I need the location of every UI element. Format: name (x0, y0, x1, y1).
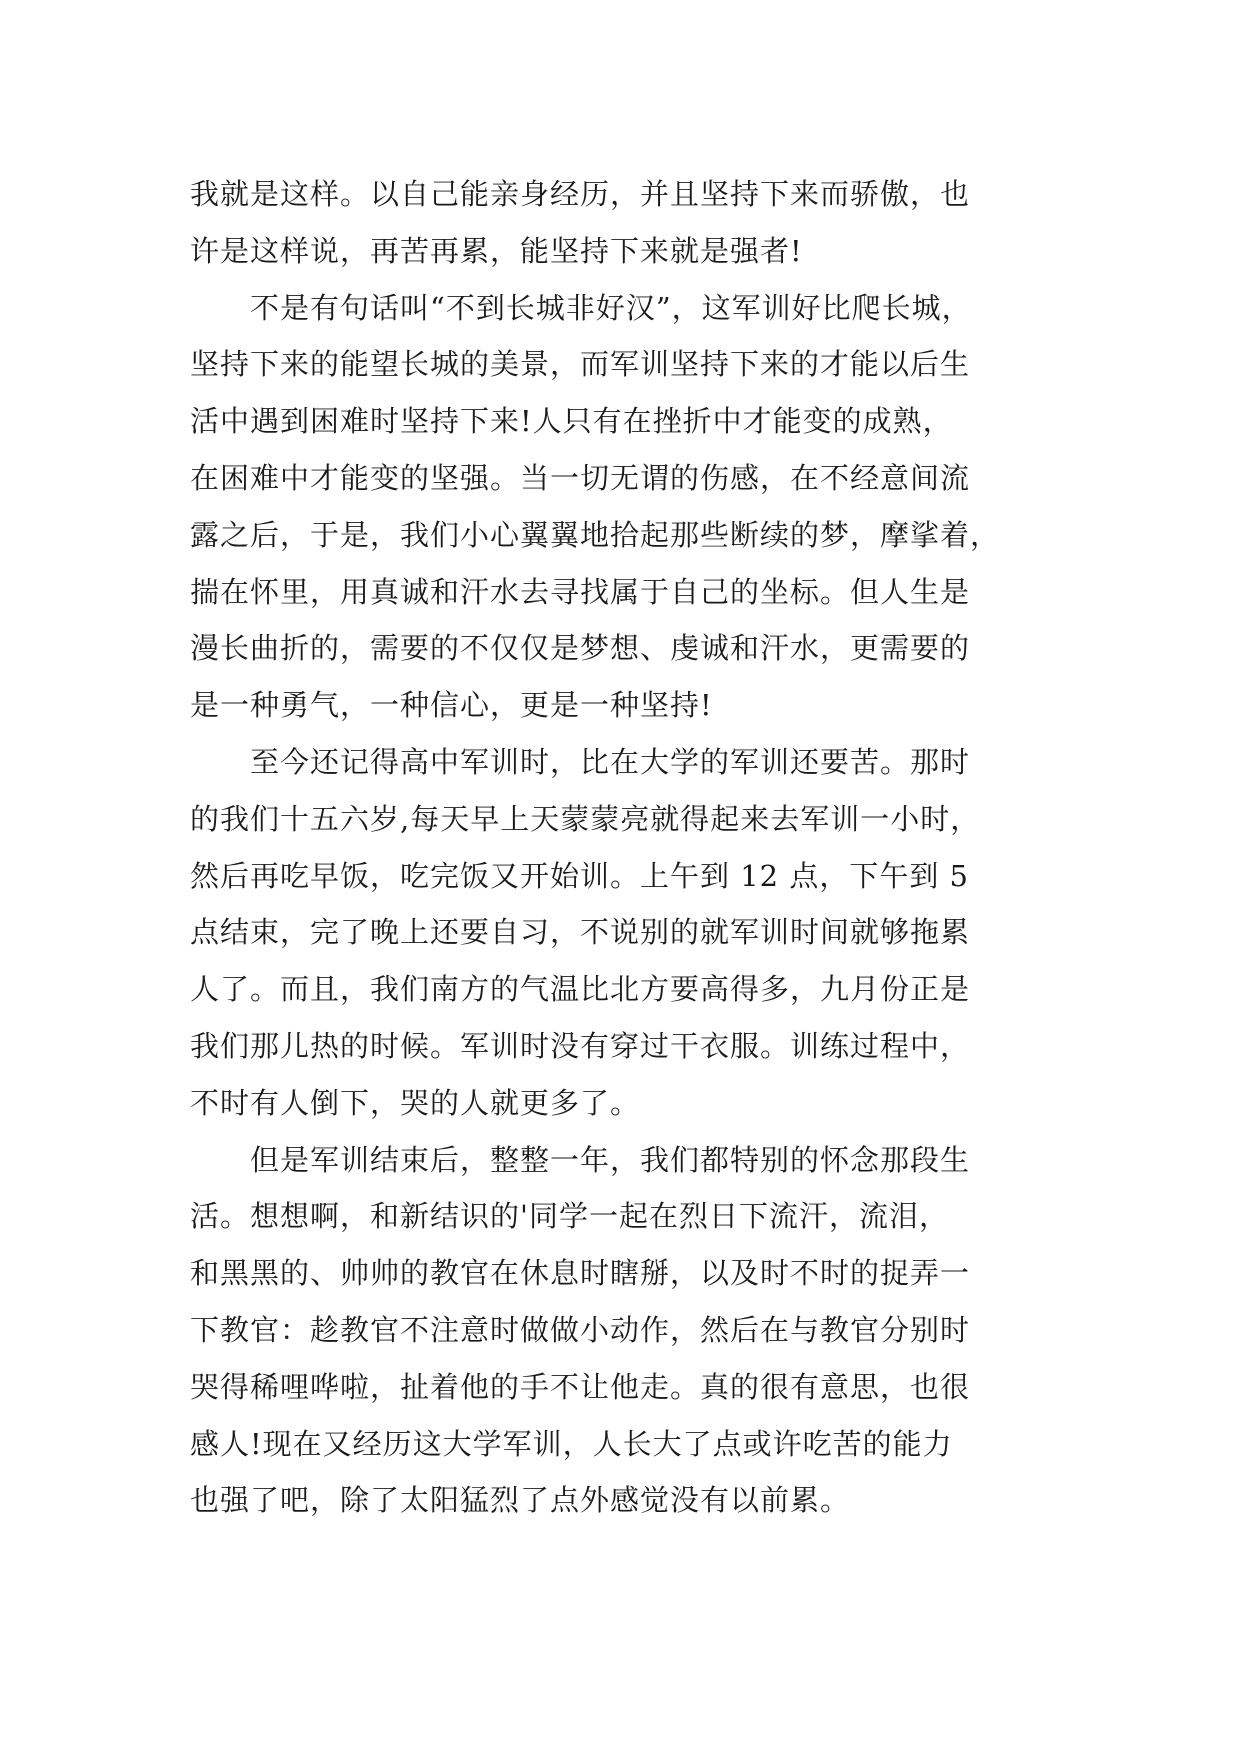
text-line: 人了。而且，我们南方的气温比北方要高得多，九月份正是 (190, 972, 971, 1007)
text-line: 下教官：趁教官不注意时做做小动作，然后在与教官分别时 (190, 1312, 971, 1347)
text-line: 露之后，于是，我们小心翼翼地拾起那些断续的梦，摩挲着， (190, 517, 1001, 552)
paragraph (190, 280, 1090, 734)
paragraph (190, 734, 1090, 1132)
text-line: 漫长曲折的，需要的不仅仅是梦想、虔诚和汗水，更需要的 (190, 631, 971, 666)
text-line: 点结束，完了晚上还要自习，不说别的就军训时间就够拖累 (190, 915, 971, 950)
text-line: 哭得稀哩哗啦，扯着他的手不让他走。真的很有意思，也很 (190, 1369, 971, 1404)
text-line: 是一种勇气，一种信心，更是一种坚持! (190, 688, 713, 723)
text-line: 也强了吧，除了太阳猛烈了点外感觉没有以前累。 (190, 1483, 851, 1518)
text-line: 然后再吃早饭，吃完饭又开始训。上午到 12 点，下午到 5 (190, 858, 970, 893)
text-line: 活中遇到困难时坚持下来!人只有在挫折中才能变的成熟， (190, 404, 953, 439)
text-line: 不时有人倒下，哭的人就更多了。 (190, 1085, 641, 1120)
text-line: 和黑黑的、帅帅的教官在休息时瞎掰，以及时不时的捉弄一 (190, 1256, 971, 1291)
paragraph (190, 1132, 1090, 1530)
text-line: 我们那儿热的时候。军训时没有穿过干衣服。训练过程中， (190, 1028, 971, 1063)
text-line: 在困难中才能变的坚强。当一切无谓的伤感，在不经意间流 (190, 460, 971, 495)
text-line: 坚持下来的能望长城的美景，而军训坚持下来的才能以后生 (190, 347, 971, 382)
document-body (190, 166, 1090, 1529)
text-line: 揣在怀里，用真诚和汗水去寻找属于自己的坐标。但人生是 (190, 574, 971, 609)
text-line: 不是有句话叫“不到长城非好汉”，这军训好比爬长城， (190, 290, 972, 325)
text-line: 许是这样说，再苦再累，能坚持下来就是强者! (190, 233, 803, 268)
text-line: 活。想想啊，和新结识的'同学一起在烈日下流汗，流泪， (190, 1199, 949, 1234)
text-line: 我就是这样。以自己能亲身经历，并且坚持下来而骄傲，也 (190, 177, 971, 211)
text-line: 的我们十五六岁,每天早上天蒙蒙亮就得起来去军训一小时， (190, 801, 981, 836)
text-line: 但是军训结束后，整整一年，我们都特别的怀念那段生 (190, 1142, 971, 1177)
text-line: 至今还记得高中军训时，比在大学的军训还要苦。那时 (190, 744, 971, 779)
text-line: 感人!现在又经历这大学军训，人长大了点或许吃苦的能力 (190, 1426, 953, 1461)
paragraph (190, 166, 1090, 280)
